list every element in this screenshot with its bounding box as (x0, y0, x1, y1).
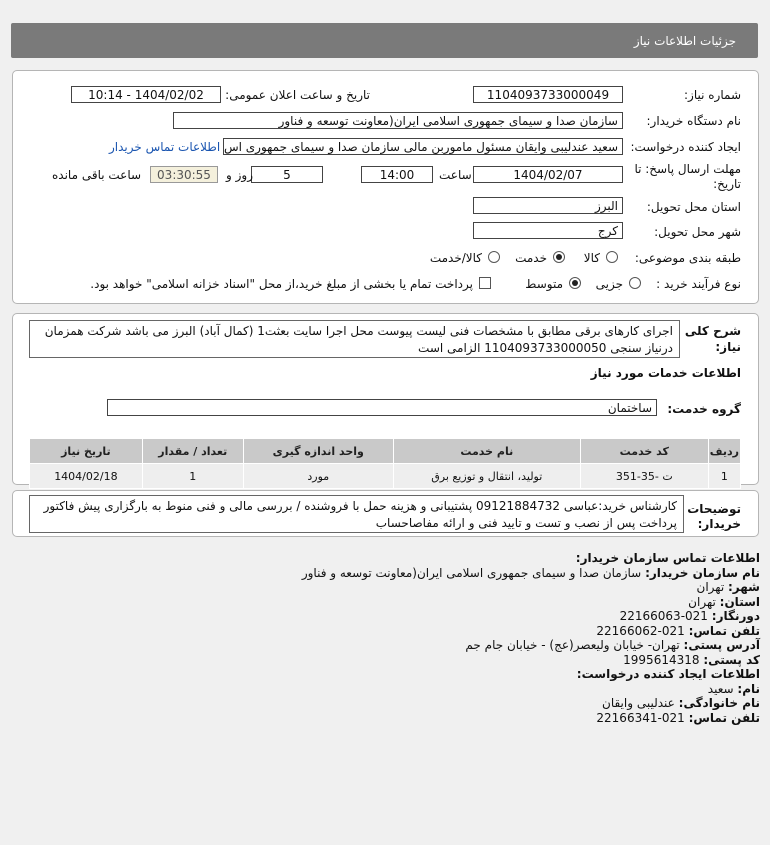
category-goods-service-radio[interactable] (488, 251, 500, 263)
process-label: نوع فرآیند خرید : (656, 277, 741, 291)
summary-line-1: اجرای کارهای برقی مطابق با مشخصات فنی لیست پیوست محل اجرا سایت بعثت1 (کمال آباد) البرز می باشد شرکت همزمان (44, 324, 673, 338)
cell-qty: 1 (142, 464, 243, 489)
buyer-contact-title: اطلاعات تماس سازمان خریدار: (575, 551, 760, 565)
table-header-row (30, 439, 741, 464)
process-partial-label: جزیی (595, 277, 623, 291)
deadline-label: مهلت ارسال پاسخ: تا (634, 162, 741, 176)
remaining-label: ساعت باقی مانده (52, 168, 142, 182)
process-medium-radio[interactable] (569, 277, 581, 289)
col-date: تاریخ نیاز (30, 439, 143, 464)
province-label: استان محل تحویل: (646, 200, 741, 214)
buyer-notes-label-buyer: خریدار: (697, 517, 741, 531)
category-label: طبقه بندی موضوعی: (634, 251, 741, 265)
creator-name-label: نام: (737, 681, 760, 696)
buyer-fax: 021-22166063 (619, 609, 708, 623)
buyer-address-label: آدرس پستی: (683, 638, 760, 652)
remaining-timer: 03:30:55 (150, 166, 218, 183)
buyer-org-field: سازمان صدا و سیمای جمهوری اسلامی ایران(معاونت توسعه و فناور (173, 112, 623, 129)
buyer-phone: 021-22166062 (596, 623, 685, 638)
days-label: روز و (226, 168, 253, 182)
cell-name: تولید، انتقال و توزیع برق (393, 464, 580, 489)
col-code: کد خدمت (580, 439, 708, 464)
buyer-fax-label: دورنگار: (711, 609, 760, 623)
buyer-postal-label: کد پستی: (703, 652, 760, 667)
buyer-notes-label: توضیحات (687, 502, 741, 516)
table-row[interactable] (30, 464, 741, 489)
deadline-time-field: 14:00 (361, 166, 433, 183)
treasury-checkbox[interactable] (479, 277, 491, 289)
services-table (29, 438, 741, 489)
category-goods-radio[interactable] (606, 251, 618, 263)
details-panel (12, 70, 759, 304)
buyer-contact-link[interactable]: اطلاعات تماس خریدار (109, 140, 221, 154)
creator-phone: 021-22166341 (596, 710, 685, 725)
col-qty: تعداد / مقدار (142, 439, 243, 464)
announce-label: تاریخ و ساعت اعلان عمومی: (225, 88, 370, 102)
buyer-province-label: استان: (719, 594, 760, 609)
buyer-address: تهران- خیابان ولیعصر(عج) - خیابان جام جم (465, 638, 680, 652)
buyer-notes-line-2: پرداخت پس از نصب و تست و تایید فنی و ارائه مفاصاحساب (375, 516, 677, 530)
summary-box (29, 320, 680, 358)
buyer-province: تهران (688, 594, 716, 609)
creator-family: عندلیبی وایقان (602, 696, 675, 710)
cell-row: 1 (708, 464, 740, 489)
cell-code: ت -35-351 (580, 464, 708, 489)
buyer-notes-line-1: کارشناس خرید:عباسی 09121884732 پشتیبانی و هزینه حمل با فروشنده / بررسی مالی و فنی منوط به بارگزاری پیش فاکتور (43, 499, 677, 513)
buyer-notes-box (29, 495, 684, 533)
creator-label: ایجاد کننده درخواست: (630, 140, 741, 154)
page-title: جزئیات اطلاعات نیاز (633, 34, 736, 48)
buyer-org-label: نام دستگاه خریدار: (646, 114, 741, 128)
category-service-label: خدمت (515, 251, 547, 265)
summary-label-need: نیاز: (715, 340, 741, 354)
buyer-city: تهران (696, 580, 725, 594)
announce-field: 1404/02/02 - 10:14 (71, 86, 221, 103)
cell-date: 1404/02/18 (30, 464, 143, 489)
category-goods-service-label: کالا/خدمت (429, 251, 482, 265)
col-row: ردیف (708, 439, 740, 464)
buyer-city-label: شهر: (728, 580, 760, 594)
service-group-label: گروه خدمت: (667, 402, 741, 416)
buyer-org-name-label: نام سازمان خریدار: (645, 565, 760, 580)
treasury-note: پرداخت تمام یا بخشی از مبلغ خرید،از محل "اسناد خزانه اسلامی" خواهد بود. (90, 277, 473, 291)
city-field: کرج (473, 222, 623, 239)
creator-family-label: نام خانوادگی: (678, 696, 760, 710)
province-field: البرز (473, 197, 623, 214)
col-unit: واحد اندازه گیری (243, 439, 393, 464)
category-goods-label: کالا (583, 251, 600, 265)
creator-phone-label: تلفن تماس: (688, 710, 760, 725)
summary-line-2: درنیاز سنجی 1104093733000050 الزامی است (418, 341, 673, 355)
buyer-org-name: سازمان صدا و سیمای جمهوری اسلامی ایران(معاونت توسعه و فناور (301, 565, 642, 580)
service-group-field: ساختمان (107, 399, 657, 416)
deadline-label-date: تاریخ: (713, 177, 741, 191)
creator-contact-title: اطلاعات ایجاد کننده درخواست: (576, 667, 760, 681)
services-section-title: اطلاعات خدمات مورد نیاز (590, 366, 741, 380)
process-partial-radio[interactable] (629, 277, 641, 289)
deadline-date-field: 1404/02/07 (473, 166, 623, 183)
col-name: نام خدمت (393, 439, 580, 464)
need-number-label: شماره نیاز: (684, 88, 741, 102)
buyer-postal: 1995614318 (623, 652, 700, 667)
days-field: 5 (251, 166, 323, 183)
process-medium-label: متوسط (525, 277, 563, 291)
need-number-field: 1104093733000049 (473, 86, 623, 103)
city-label: شهر محل تحویل: (654, 225, 741, 239)
page-header (11, 23, 758, 58)
creator-name: سعید (707, 681, 734, 696)
buyer-phone-label: تلفن تماس: (688, 623, 760, 638)
creator-field: سعید عندلیبی وایقان مسئول ماموربن مالی سازمان صدا و سیمای جمهوری اس (223, 138, 623, 155)
time-label: ساعت (439, 168, 472, 182)
category-service-radio[interactable] (553, 251, 565, 263)
cell-unit: مورد (243, 464, 393, 489)
buyer-contact-block (302, 551, 760, 725)
summary-label: شرح کلی (684, 324, 741, 338)
